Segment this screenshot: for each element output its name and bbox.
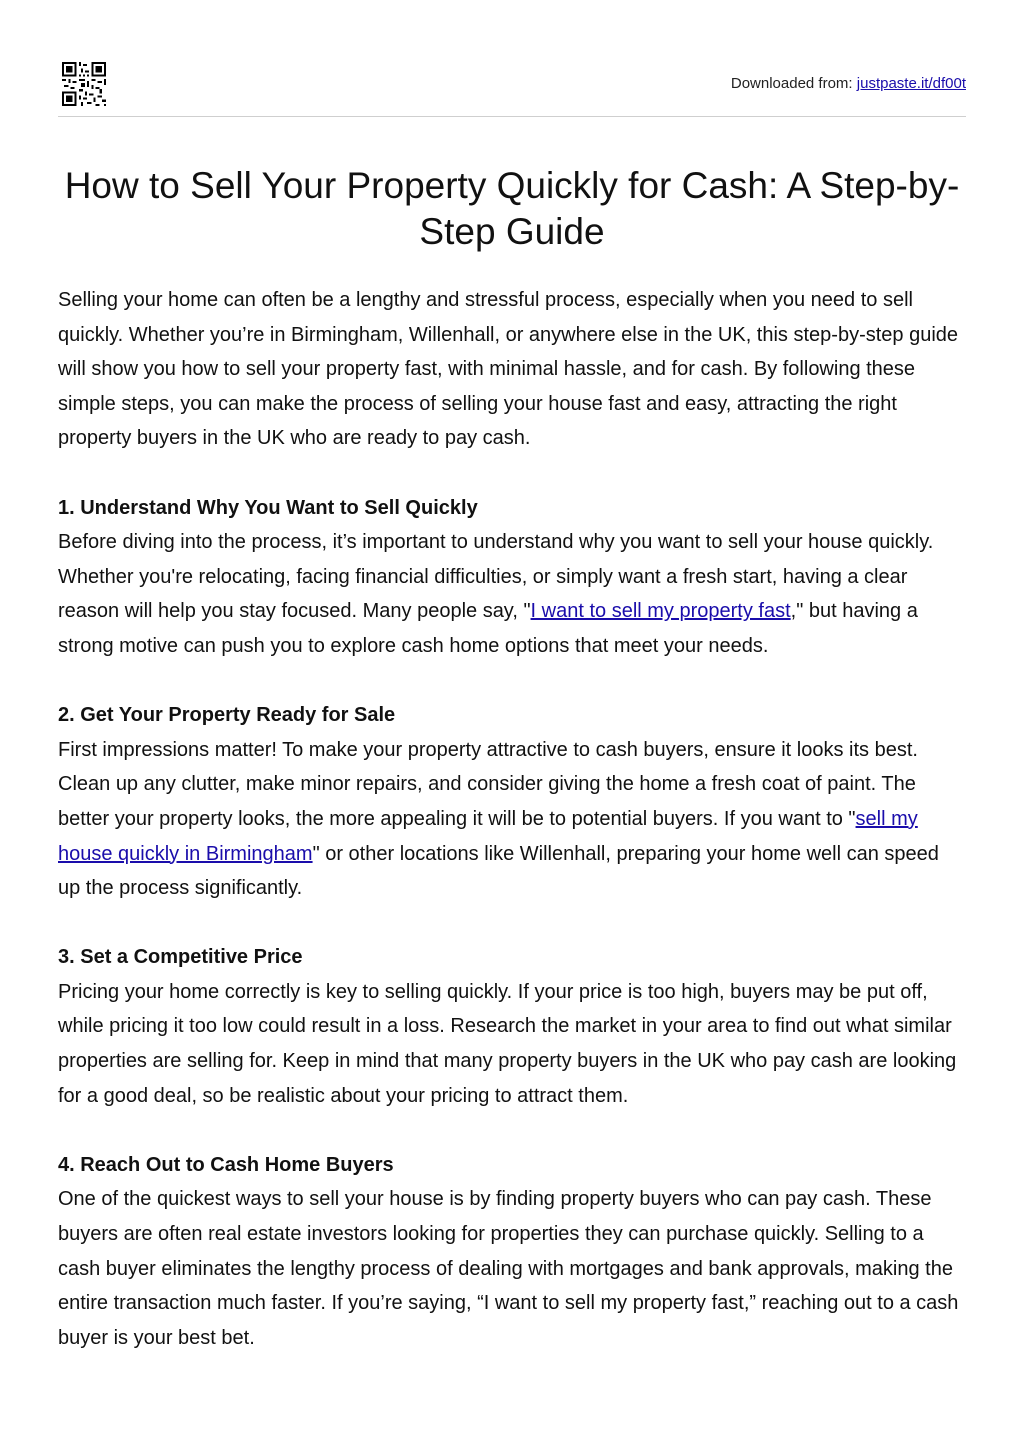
document-title: How to Sell Your Property Quickly for Cash: A Step-by-Step Guide [64,165,960,252]
download-source [731,75,966,92]
step-2-text: First impressions matter! To make your property attractive to cash buyers, ensure it looks its best. Clean up any clutter, make minor repairs, and consider giving the home a fresh coat of paint. The better your property looks, the more appealing it will be to potential buyers. If you want to "sell my house quickly in Birmingham" or other locations like Willenhall, preparing your home well can speed up the process significantly. [58,738,939,900]
step-4-heading: 4. Reach Out to Cash Home Buyers [58,1153,394,1176]
step-1-text: Before diving into the process, it’s important to understand why you want to sell your house quickly. Whether you're relocating, facing financial difficulties, or simply want a fresh start, having a clear reason will help you stay focused. Many people say, "I want to sell my property fast," but having a strong motive can push you to explore cash home options that meet your needs. [58,531,934,657]
downloaded-from-label: Downloaded from: [730,75,853,92]
step-3-heading: 3. Set a Competitive Price [58,946,303,969]
article-body [58,283,966,1355]
step-4-text: One of the quickest ways to sell your house is by finding property buyers who can pay cash. These buyers are often real estate investors looking for properties they can purchase quickly. Selling to a cash buyer eliminates the lengthy process of dealing with mortgages and bank approvals, making the entire transaction much faster. If you’re saying, “I want to sell my property fast,” reaching out to a cash buyer is your best bet. [58,1188,959,1349]
step-2-heading: 2. Get Your Property Ready for Sale [58,704,396,727]
document-page [58,0,966,1355]
intro-paragraph: Selling your home can often be a lengthy and stressful process, especially when you need to sell quickly. Whether you’re in Birmingham, Willenhall, or anywhere else in the UK, this step-by-step guide will show you how to sell your property fast, with minimal hassle, and for cash. By following these simple steps, you can make the process of selling your house fast and easy, attracting the right property buyers in the UK who are ready to pay cash. [58,289,959,450]
source-link[interactable]: justpaste.it/df00t [856,75,966,92]
step-3-text: Pricing your home correctly is key to selling quickly. If your price is too high, buyers may be put off, while pricing it too low could result in a loss. Research the market in your area to find out what similar properties are selling for. Keep in mind that many property buyers in the UK who pay cash are looking for a good deal, so be realistic about your pricing to attract them. [58,980,957,1107]
page-header [58,0,966,117]
sell-property-fast-link[interactable]: I want to sell my property fast [530,600,791,623]
step-1-heading: 1. Understand Why You Want to Sell Quickly [58,496,478,519]
qr-code-icon [62,62,106,106]
sell-house-birmingham-link[interactable]: sell my house quickly in Birmingham [58,807,918,865]
